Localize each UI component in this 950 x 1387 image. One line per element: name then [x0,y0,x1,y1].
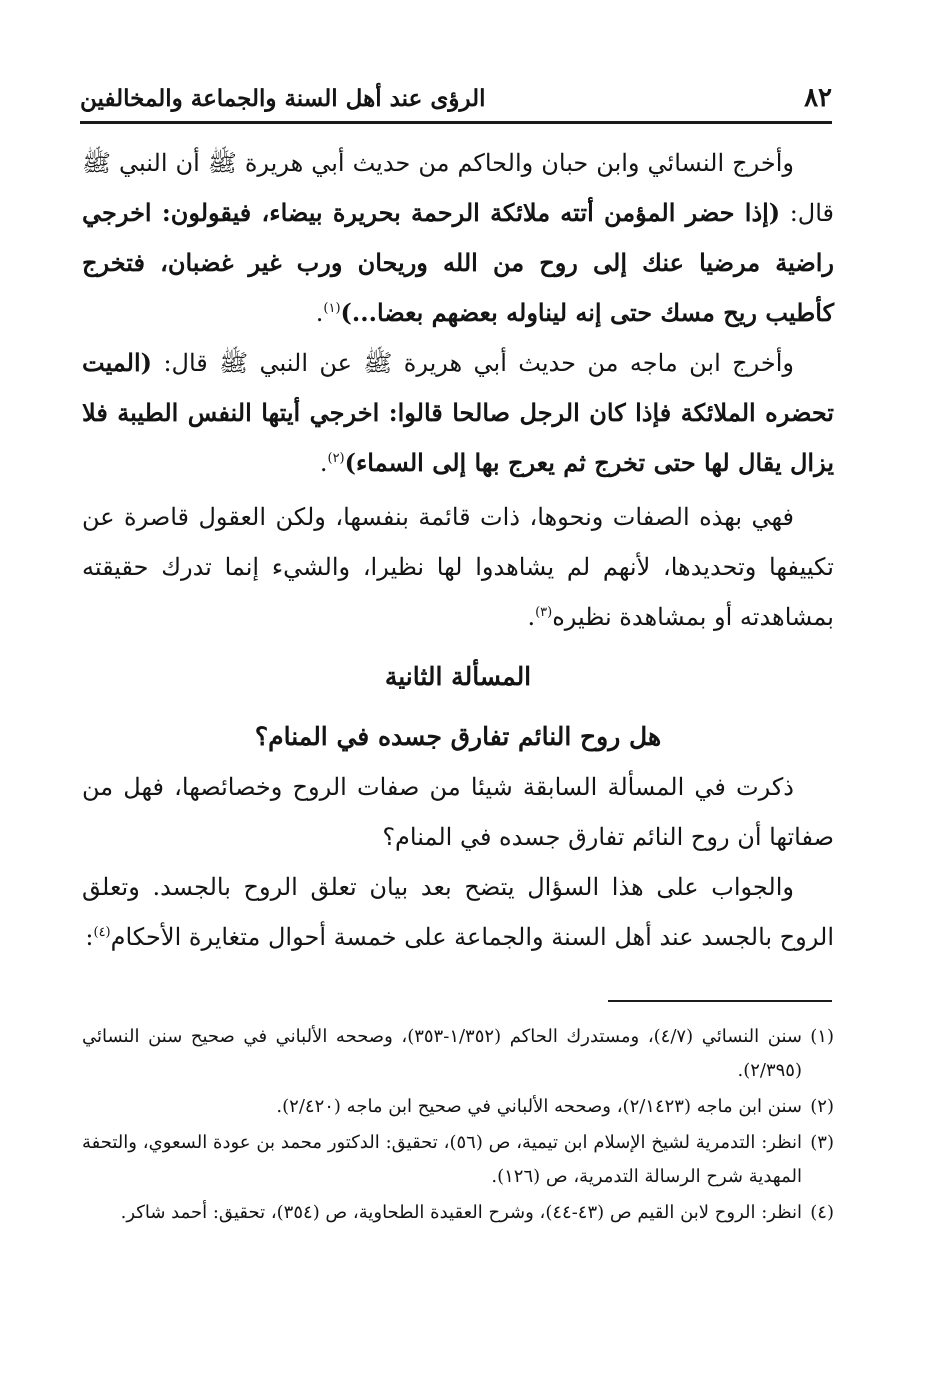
paragraph-4 [82,762,834,862]
paragraph-2-end: . [319,449,328,477]
page-number: ٨٢ [804,83,832,113]
footnote [82,1126,834,1194]
footnote [82,1020,834,1088]
section-question: هل روح النائم تفارق جسده في المنام؟ [254,722,662,751]
page-header [80,78,832,118]
footnote-text: انظر: التدمرية لشيخ الإسلام ابن تيمية، ص (٥٦)، تحقيق: الدكتور محمد بن عودة السعوي، والتحفة المهدية شرح الرسالة التدمرية، ص (١٢٦). [82,1132,802,1187]
paragraph-5-end: : [85,923,94,951]
header-rule [80,121,832,124]
footnote-text: سنن ابن ماجه (٢/١٤٢٣)، وصححه الألباني في صحيح ابن ماجه (٢/٤٢٠). [276,1096,802,1117]
hadith-quote-1: (إذا حضر المؤمن أتته ملائكة الرحمة بحريرة بيضاء، فيقولون: اخرجي راضية مرضيا عنك إلى روح من الله وريحان ورب غير غضبان، فتخرج كأطيب ريح مسك حتى إنه ليناوله بعضهم بعضا...) [82,198,834,327]
footnote-number: (٤) [810,1202,834,1223]
footnote-ref-1: (١) [323,301,341,316]
paragraph-1-end: . [315,299,324,327]
paragraph-5-text: والجواب على هذا السؤال يتضح بعد بيان تعلق الروح بالجسد. وتعلق الروح بالجسد عند أهل السنة والجماعة على خمسة أحوال متغايرة الأحكام [82,873,834,951]
paragraph-3-end: . [527,603,536,631]
footnote-ref-3: (٣) [535,605,553,620]
footnote-ref-4: (٤) [93,925,111,940]
paragraph-1 [82,138,834,338]
running-title: الرؤى عند أهل السنة والجماعة والمخالفين [80,84,486,112]
footnote-text: انظر: الروح لابن القيم ص (٤٣-٤٤)، وشرح العقيدة الطحاوية، ص (٣٥٤)، تحقيق: أحمد شاكر. [120,1202,802,1223]
section-title: المسألة الثانية [384,662,532,691]
footnotes [82,1020,834,1232]
paragraph-5 [82,862,834,962]
paragraph-3 [82,492,834,642]
paragraph-1-intro: وأخرج النسائي وابن حبان والحاكم من حديث أبي هريرة ﷺ أن النبي ﷺ قال: [82,149,834,227]
paragraph-2-intro: وأخرج ابن ماجه من حديث أبي هريرة ﷺ عن النبي ﷺ قال: [163,349,794,377]
footnote [82,1196,834,1230]
footnote-ref-2: (٢) [327,451,345,466]
paragraph-4-text: ذكرت في المسألة السابقة شيئا من صفات الروح وخصائصها، فهل من صفاتها أن روح النائم تفارق جسده في المنام؟ [82,773,834,851]
footnote-number: (٣) [810,1132,834,1153]
footnote-text: سنن النسائي (٤/٧)، ومستدرك الحاكم (١/٣٥٢-٣٥٣)، وصححه الألباني في صحيح سنن النسائي (٢/٣٩٥). [82,1026,802,1081]
paragraph-2 [82,338,834,488]
main-text [82,138,834,962]
footnote-number: (٢) [810,1096,834,1117]
footnote [82,1090,834,1124]
footnote-number: (١) [810,1026,834,1047]
hadith-quote-2: (الميت تحضره الملائكة فإذا كان الرجل صالحا قالوا: اخرجي أيتها النفس الطيبة فلا يزال يقال لها حتى تخرج ثم يعرج بها إلى السماء) [82,348,834,477]
footnote-separator [608,1000,832,1002]
paragraph-3-text: فهي بهذه الصفات ونحوها، ذات قائمة بنفسها، ولكن العقول قاصرة عن تكييفها وتحديدها، لأنهم لم يشاهدوا لها نظيرا، والشيء إنما تدرك حقيقته بمشاهدته أو بمشاهدة نظيره [82,503,834,631]
